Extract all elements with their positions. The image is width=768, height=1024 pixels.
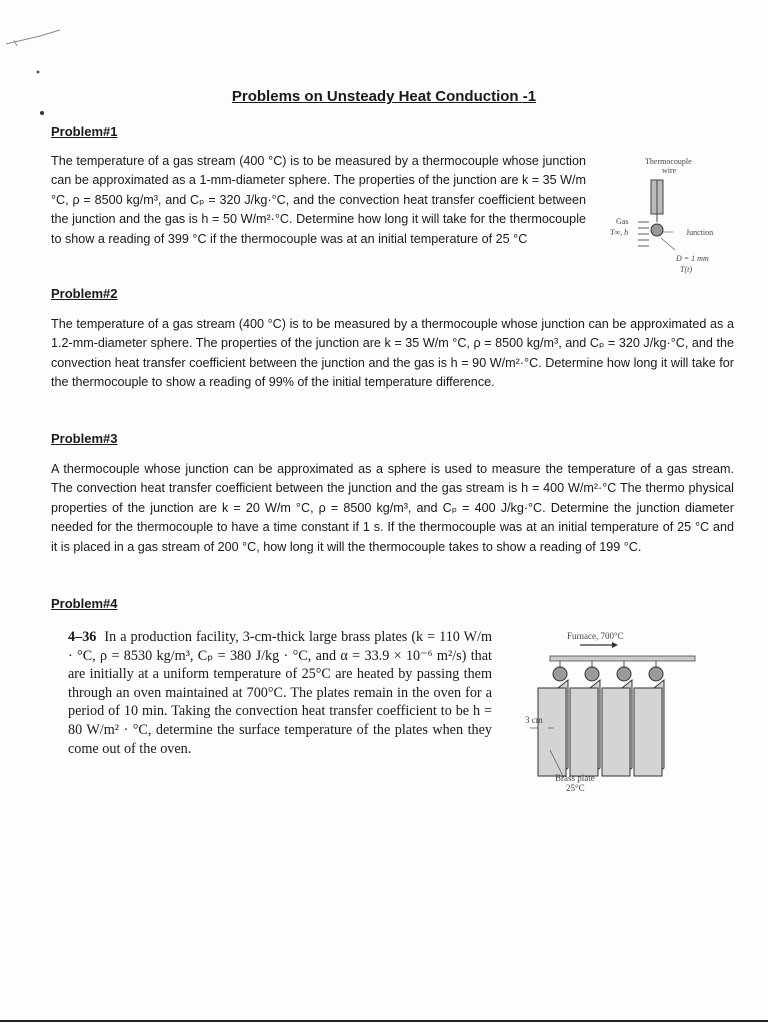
- figure1-label-gas-props: T∞, h: [610, 228, 629, 237]
- problem-1-heading: Problem#1: [51, 124, 118, 139]
- figure1-label-diameter: D = 1 mm: [676, 254, 709, 263]
- problem-3-text: A thermocouple whose junction can be approximated as a sphere is used to measure the temperature of a gas stream. The convection heat transfer coefficient between the junction and the gas stream is h = 400 W/m²·°C The thermo physical properties of the junction are k = 20 W/m °C, ρ = 8500 kg/m³, and Cₚ = 400 J/kg·°C. Determine the junction diameter needed for the thermocouple to have a time constant if 1 s. If the thermocouple was at an initial temperature of 25 °C and it is placed in a gas stream of 200 °C, how long it will the thermocouple takes to show a reading of 199 °C.: [51, 462, 734, 554]
- figure1-label-junction: Junction: [686, 228, 714, 237]
- problem-4-body: In a production facility, 3-cm-thick large brass plates (k = 110 W/m · °C, ρ = 8530 kg/m³, Cₚ = 380 J/kg · °C, and α = 33.9 × 10⁻⁶ m²/s) that are initially at a uniform temperature of 25°C are heated by passing them through an oven maintained at 700°C. The plates remain in the oven for a period of 10 min. Taking the convection heat transfer coefficient to be h = 80 W/m² · °C, determine the surface temperature of the plates when they come out of the oven.: [68, 629, 492, 757]
- figure2-label-plate-temp: 25°C: [566, 783, 585, 793]
- problem-2-text: The temperature of a gas stream (400 °C) is to be measured by a thermocouple whose junction can be approximated as a 1.2-mm-diameter sphere. The properties of the junction are k = 35 W/m °C, ρ = 8500 kg/m³, and Cₚ = 320 J/kg·°C, and the convection heat transfer coefficient between the junction and the gas is h = 90 W/m²·°C. Determine how long it will take for the thermocouple to show a reading of 99% of the initial temperature difference.: [51, 317, 734, 390]
- problem-2-heading: Problem#2: [51, 286, 118, 301]
- problem-4-heading: Problem#4: [51, 596, 118, 611]
- scan-marks: [0, 0, 80, 130]
- problem-4-text: [68, 628, 492, 758]
- page-title: Problems on Unsteady Heat Conduction -1: [231, 88, 537, 105]
- problem-1-text: The temperature of a gas stream (400 °C) is to be measured by a thermocouple whose junction can be approximated as a 1-mm-diameter sphere. The properties of the junction are k = 35 W/m °C, ρ = 8500 kg/m³, and Cₚ = 320 J/kg·°C, and the convection heat transfer coefficient between the junction and the gas is h = 50 W/m²·°C. Determine how long it will take for the thermocouple to show a reading of 399 °C if the thermocouple was at an initial temperature of 25 °C: [51, 154, 586, 246]
- figure2-label-plate: Brass plate: [555, 773, 595, 783]
- figure1-label-wire2: wire: [662, 166, 677, 175]
- figure2-label-furnace: Furnace, 700°C: [567, 631, 624, 641]
- figure1-label-time: T(t): [680, 265, 692, 274]
- figure1-label-wire: Thermocouple: [645, 157, 692, 166]
- problem-4-number: 4–36: [68, 629, 97, 645]
- figure1-label-gas: Gas: [616, 217, 629, 226]
- problem-3-heading: Problem#3: [51, 431, 118, 446]
- scan-edge: [0, 1020, 768, 1022]
- figure2-label-thickness: 3 cm: [525, 715, 543, 725]
- brass-plates-figure: [520, 640, 700, 780]
